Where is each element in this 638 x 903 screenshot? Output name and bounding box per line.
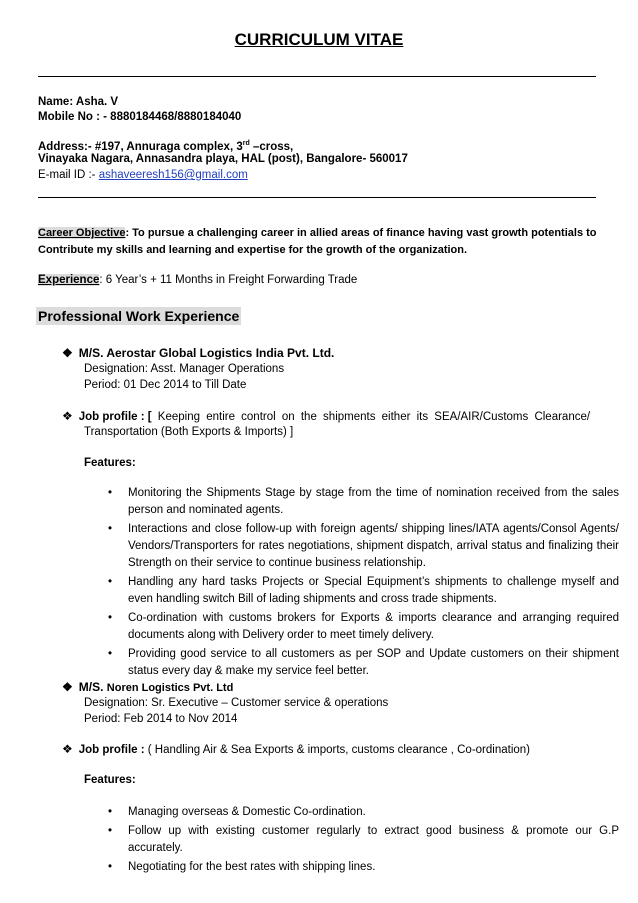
job2-features-list (108, 804, 619, 878)
job2-profile-label: Job profile : (78, 744, 145, 756)
job1-profile-line2: Transportation (Both Exports & Imports) ] (84, 426, 294, 438)
address-superscript: rd (242, 140, 250, 147)
contact-name: Name: Asha. V (38, 96, 119, 108)
diamond-bullet-icon: ❖ (62, 680, 73, 694)
job1-profile-text: Keeping entire control on the shipments either its SEA/AIR/Customs Clearance/ (151, 411, 591, 423)
list-item: • Negotiating for the best rates with shipping lines. (108, 859, 619, 876)
job1-profile-row (62, 409, 618, 425)
contact-address-line2: Vinayaka Nagara, Annasandra playa, HAL (post), Bangalore- 560017 (38, 153, 408, 165)
job1-profile-label: Job profile : [ (78, 411, 152, 423)
job2-company: Noren Logistics Pvt. Ltd (106, 682, 234, 694)
list-item: • Managing overseas & Domestic Co-ordination. (108, 804, 619, 821)
job2-period: Period: Feb 2014 to Nov 2014 (84, 713, 238, 725)
experience-text: : 6 Year’s + 11 Months in Freight Forwarding Trade (99, 274, 358, 286)
job1-features-list (108, 485, 619, 682)
section-heading: Professional Work Experience (38, 308, 240, 324)
list-item: • Co-ordination with customs brokers for Exports & imports clearance and arranging required documents along with Delivery order to meet timely delivery. (108, 610, 619, 644)
list-item: • Follow up with existing customer regularly to extract good business & promote our G.P accurately. (108, 823, 619, 857)
career-objective-label: Career Objective (38, 227, 126, 239)
career-objective (38, 226, 597, 241)
email-label: E-mail ID :- (38, 169, 99, 181)
address-text: Address:- #197, Annuraga complex, 3 (38, 140, 243, 153)
diamond-bullet-icon: ❖ (62, 742, 73, 756)
job2-designation: Designation: Sr. Executive – Customer service & operations (84, 697, 389, 709)
section-heading-wrap (36, 309, 241, 326)
job2-company-row (62, 680, 233, 696)
job2-features-label: Features: (84, 774, 136, 786)
job1-company-row (62, 346, 334, 361)
email-link[interactable]: ashaveeresh156@gmail.com (98, 169, 248, 181)
job1-period: Period: 01 Dec 2014 to Till Date (84, 379, 247, 391)
experience-summary (38, 273, 357, 288)
career-objective-line2: Contribute my skills and learning and expertise for the growth of the organization. (38, 244, 468, 256)
contact-divider (38, 197, 596, 198)
contact-mobile: Mobile No : - 8880184468/8880184040 (38, 111, 242, 123)
list-item: • Providing good service to all customers as per SOP and Update customers on their shipment status every day & make my service feel better. (108, 646, 619, 680)
career-objective-text: : To pursue a challenging career in allied areas of finance having vast growth potentials to (125, 227, 597, 239)
job2-profile-row (62, 742, 530, 758)
job2-company-prefix: M/S. (78, 680, 107, 694)
diamond-bullet-icon: ❖ (62, 409, 73, 423)
contact-email-row (38, 168, 248, 183)
job1-designation: Designation: Asst. Manager Operations (84, 363, 285, 375)
job1-features-label: Features: (84, 457, 136, 469)
address-suffix: –cross, (249, 140, 294, 153)
diamond-bullet-icon: ❖ (62, 346, 73, 360)
top-divider (38, 76, 596, 77)
list-item: • Interactions and close follow-up with foreign agents/ shipping lines/IATA agents/Consol Agents/ Vendors/Transporters for rates negotiations, shipment dispatch, arrival status and finalizing their Strength on their service to continue business relationship. (108, 521, 619, 572)
job2-profile-text: ( Handling Air & Sea Exports & imports, customs clearance , Co-ordination) (144, 744, 530, 756)
job1-company: M/S. Aerostar Global Logistics India Pvt. Ltd. (78, 346, 335, 360)
list-item: • Handling any hard tasks Projects or Special Equipment’s shipments to challenge myself and even handling switch Bill of lading shipments and cross trade shipments. (108, 574, 619, 608)
experience-label: Experience (38, 274, 100, 286)
page-title: CURRICULUM VITAE (234, 30, 404, 49)
list-item: • Monitoring the Shipments Stage by stage from the time of nomination received from the sales person and nominated agents. (108, 485, 619, 519)
